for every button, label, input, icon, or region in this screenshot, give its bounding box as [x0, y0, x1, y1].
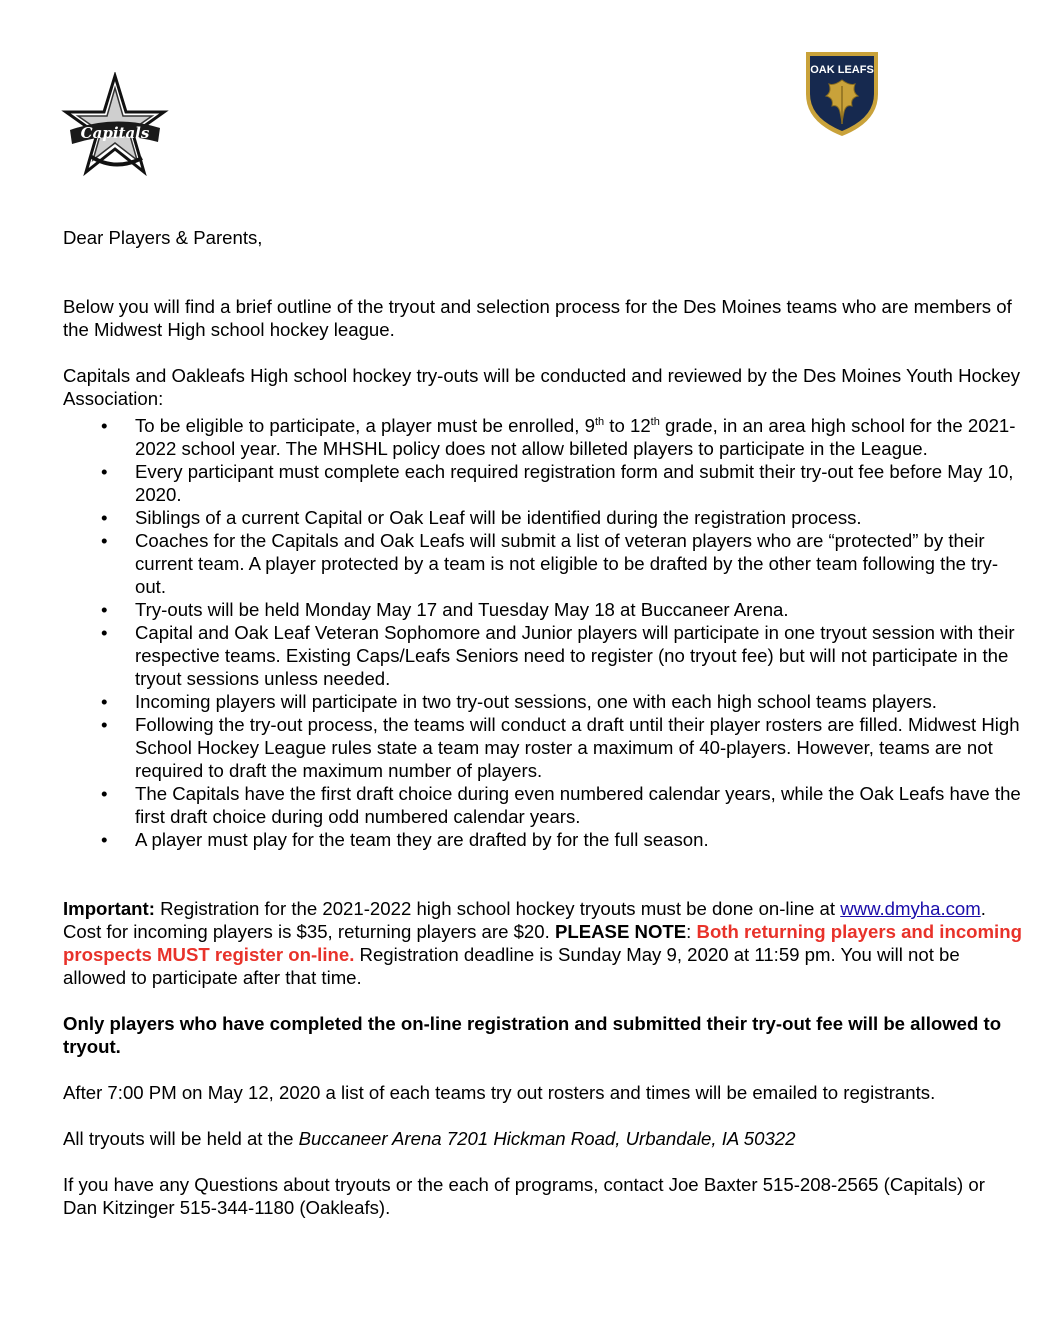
capitals-logo-text: Capitals — [80, 124, 150, 142]
bullet: • — [101, 415, 108, 436]
bullet: • — [101, 783, 108, 804]
list-item: • Incoming players will participate in two try-out sessions, one with each high school teams players. — [101, 691, 937, 712]
oakleafs-logo-text: OAK LEAFS — [810, 64, 874, 76]
important-paragraph: Important: Registration for the 2021-2022 high school hockey tryouts must be done on-line at www.dmyha.com. Cost for incoming players is $35, returning players are $20. PLEASE NOTE: Both returning players and incoming prospects MUST register on-line. Registration deadline is Sunday May 9, 2020 at 11:59 pm. You will not be allowed to participate after that time. — [63, 898, 1022, 988]
bullet: • — [101, 714, 108, 735]
association-paragraph: Capitals and Oakleafs High school hockey try-outs will be conducted and reviewed by the Des Moines Youth Hockey Association: — [63, 365, 1021, 409]
please-note-label: PLEASE NOTE — [554, 921, 687, 942]
list-item: • To be eligible to participate, a player must be enrolled, 9th to 12th grade, in an area high school for the 2021-2022 school year. The MHSHL policy does not allow billeted players to participate in the League. — [101, 415, 1016, 459]
bullet: • — [101, 622, 108, 643]
contact-paragraph: If you have any Questions about tryouts or the each of programs, contact Joe Baxter 515-208-2565 (Capitals) or Dan Kitzinger 515-344-1180 (Oakleafs). — [63, 1174, 985, 1218]
list-item: • Coaches for the Capitals and Oak Leafs will submit a list of veteran players who are “protected” by their current team. A player protected by a team is not eligible to be drafted by the other team following the try-out. — [101, 530, 999, 597]
dmyha-link[interactable]: www.dmyha.com — [840, 898, 981, 919]
only-players-notice: Only players who have completed the on-line registration and submitted their try-out fee will be allowed to tryout. — [63, 1013, 1002, 1057]
bullet: • — [101, 829, 108, 850]
location-paragraph: All tryouts will be held at the Buccaneer Arena 7201 Hickman Road, Urbandale, IA 50322 — [63, 1128, 796, 1149]
letter-body — [63, 226, 1023, 1242]
rules-list — [63, 414, 1023, 851]
list-item: • The Capitals have the first draft choice during even numbered calendar years, while the Oak Leafs have the first draft choice during odd numbered calendar years. — [101, 783, 1021, 827]
list-item: • A player must play for the team they are drafted by for the full season. — [101, 829, 709, 850]
rosters-paragraph: After 7:00 PM on May 12, 2020 a list of each teams try out rosters and times will be emailed to registrants. — [63, 1082, 936, 1103]
intro-paragraph: Below you will find a brief outline of the tryout and selection process for the Des Moines teams who are members of the Midwest High school hockey league. — [63, 296, 1012, 340]
register-online-warning: Both returning players and incoming prospects MUST register on-line. — [63, 921, 1022, 965]
list-item: • Every participant must complete each required registration form and submit their try-out fee before May 10, 2020. — [101, 461, 1014, 505]
list-item: • Siblings of a current Capital or Oak Leaf will be identified during the registration process. — [101, 507, 862, 528]
greeting: Dear Players & Parents, — [63, 227, 263, 248]
bullet: • — [101, 599, 108, 620]
bullet: • — [101, 530, 108, 551]
list-item: • Try-outs will be held Monday May 17 and Tuesday May 18 at Buccaneer Arena. — [101, 599, 789, 620]
bullet: • — [101, 507, 108, 528]
bullet: • — [101, 691, 108, 712]
list-item: • Following the try-out process, the teams will conduct a draft until their player rosters are filled. Midwest High School Hockey League rules state a team may roster a maximum of 40-players. However, teams are not required to draft the maximum number of players. — [101, 714, 1020, 781]
oakleafs-logo — [800, 46, 884, 140]
arena-address: Buccaneer Arena 7201 Hickman Road, Urbandale, IA 50322 — [298, 1128, 796, 1149]
list-item: • Capital and Oak Leaf Veteran Sophomore and Junior players will participate in one tryout session with their respective teams. Existing Caps/Leafs Seniors need to register (no tryout fee) but will not participate in the tryout sessions unless needed. — [101, 622, 1015, 689]
important-label: Important: — [63, 898, 155, 919]
capitals-logo — [60, 72, 170, 182]
bullet: • — [101, 461, 108, 482]
